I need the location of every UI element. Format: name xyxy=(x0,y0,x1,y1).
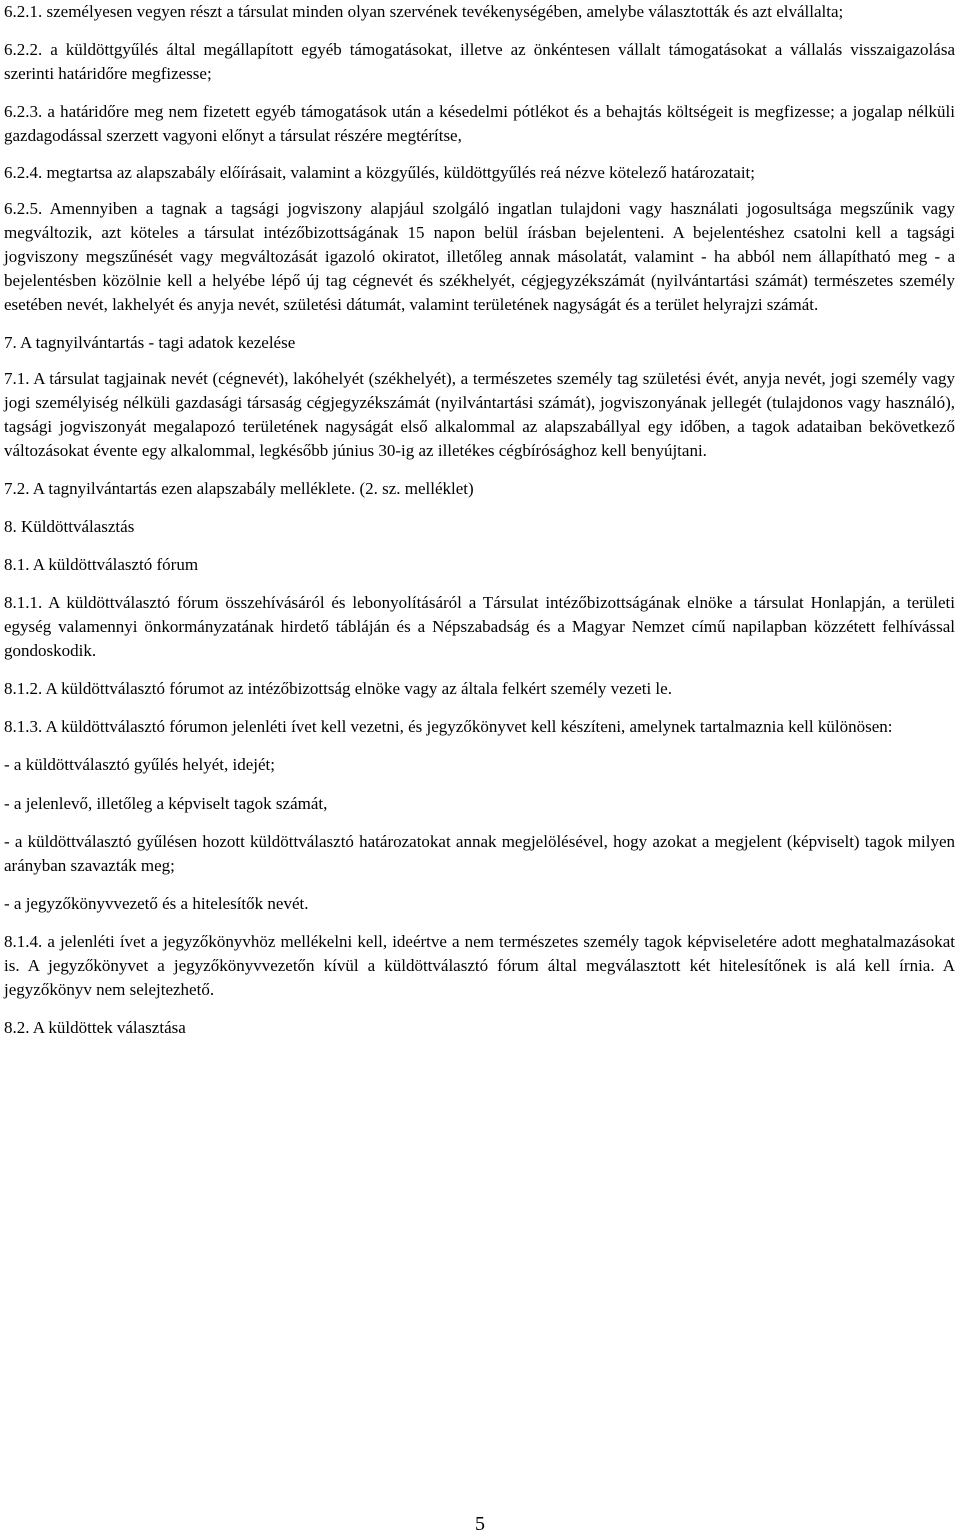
paragraph-7-2: 7.2. A tagnyilvántartás ezen alapszabály melléklete. (2. sz. melléklet) xyxy=(4,479,474,498)
paragraph-8-1-1: 8.1.1. A küldöttválasztó fórum összehívásáról és lebonyolításáról a Társulat intézőbizottságának elnöke a társulat Honlapján, a területi egység valamennyi önkormányzatának hirdető tábláján és a Népszabadság és a Magyar Nemzet című napilapban közzétett felhívással gondoskodik. xyxy=(4,593,955,660)
subsection-heading-8-1: 8.1. A küldöttválasztó fórum xyxy=(4,555,199,574)
list-item-meeting-place: - a küldöttválasztó gyűlés helyét, idejét; xyxy=(4,755,275,774)
paragraph-6-2-1: 6.2.1. személyesen vegyen részt a társulat minden olyan szervének tevékenységében, amelybe választották és azt elvállalta; xyxy=(4,2,844,21)
list-item-recorder: - a jegyzőkönyvvezető és a hitelesítők nevét. xyxy=(4,894,309,913)
paragraph-6-2-2: 6.2.2. a küldöttgyűlés által megállapított egyéb támogatásokat, illetve az önkéntesen vállalt támogatásokat a vállalás visszaigazolása szerinti határidőre megfizesse; xyxy=(4,40,955,83)
paragraph-6-2-5: 6.2.5. Amennyiben a tagnak a tagsági jogviszony alapjául szolgáló ingatlan tulajdoni vagy használati jogosultsága megszűnik vagy megváltozik, azt köteles a társulat intézőbizottságának 15 napon belül írásban bejelenteni. A bejelentéshez csatolni kell a tagsági jogviszony megszűnését vagy megváltozását igazoló okiratot, illetőleg annak másolatát, valamint - ha abból nem állapítható meg - a bejelentésben közölnie kell a helyébe lépő új tag cégnevét és székhelyét, cégjegyzékszámát (nyilvántartási számát) természetes személy esetében nevét, lakhelyét és anyja nevét, születési dátumát, valamint területének nagyságát és a terület helyrajzi számát. xyxy=(4,199,955,314)
page-number: 5 xyxy=(475,1513,485,1535)
section-heading-8: 8. Küldöttválasztás xyxy=(4,517,135,536)
document-page xyxy=(4,0,955,1052)
paragraph-8-1-3: 8.1.3. A küldöttválasztó fórumon jelenléti ívet kell vezetni, és jegyzőkönyvet kell készíteni, amelynek tartalmaznia kell különösen: xyxy=(4,717,893,736)
list-item-resolutions: - a küldöttválasztó gyűlésen hozott küldöttválasztó határozatokat annak megjelölésével, hogy azokat a megjelent (képviselt) tagok milyen arányban szavazták meg; xyxy=(4,832,955,875)
list-item-present-members: - a jelenlevő, illetőleg a képviselt tagok számát, xyxy=(4,794,328,813)
section-heading-7: 7. A tagnyilvántartás - tagi adatok kezelése xyxy=(4,333,296,352)
subsection-heading-8-2: 8.2. A küldöttek választása xyxy=(4,1018,186,1037)
paragraph-8-1-4: 8.1.4. a jelenléti ívet a jegyzőkönyvhöz mellékelni kell, ideértve a nem természetes személy tagok képviseletére adott meghatalmazásokat is. A jegyzőkönyvet a jegyzőkönyvvezetőn kívül a küldöttválasztó fórum által megválasztott két hitelesítőnek is alá kell írnia. A jegyzőkönyv nem selejtezhető. xyxy=(4,932,955,999)
paragraph-7-1: 7.1. A társulat tagjainak nevét (cégnevét), lakóhelyét (székhelyét), a természetes személy tag születési évét, anyja nevét, jogi személy vagy jogi személyiség nélküli gazdasági társaság cégjegyzékszámát (nyilvántartási számát), jogviszonyának jellegét (tulajdonos vagy használó), tagsági jogviszonyát megalapozó területének nagyságát első alkalommal az alapszabállyal egy időben, a tagok adataiban bekövetkező változásokat évente egy alkalommal, legkésőbb június 30-ig az illetékes cégbírósághoz kell benyújtani. xyxy=(4,369,955,460)
paragraph-6-2-4: 6.2.4. megtartsa az alapszabály előírásait, valamint a közgyűlés, küldöttgyűlés reá nézve kötelező határozatait; xyxy=(4,163,756,182)
paragraph-8-1-2: 8.1.2. A küldöttválasztó fórumot az intézőbizottság elnöke vagy az általa felkért személy vezeti le. xyxy=(4,679,672,698)
paragraph-6-2-3: 6.2.3. a határidőre meg nem fizetett egyéb támogatások után a késedelmi pótlékot és a behajtás költségeit is megfizesse; a jogalap nélküli gazdagodással szerzett vagyoni előnyt a társulat részére megtérítse, xyxy=(4,102,955,145)
